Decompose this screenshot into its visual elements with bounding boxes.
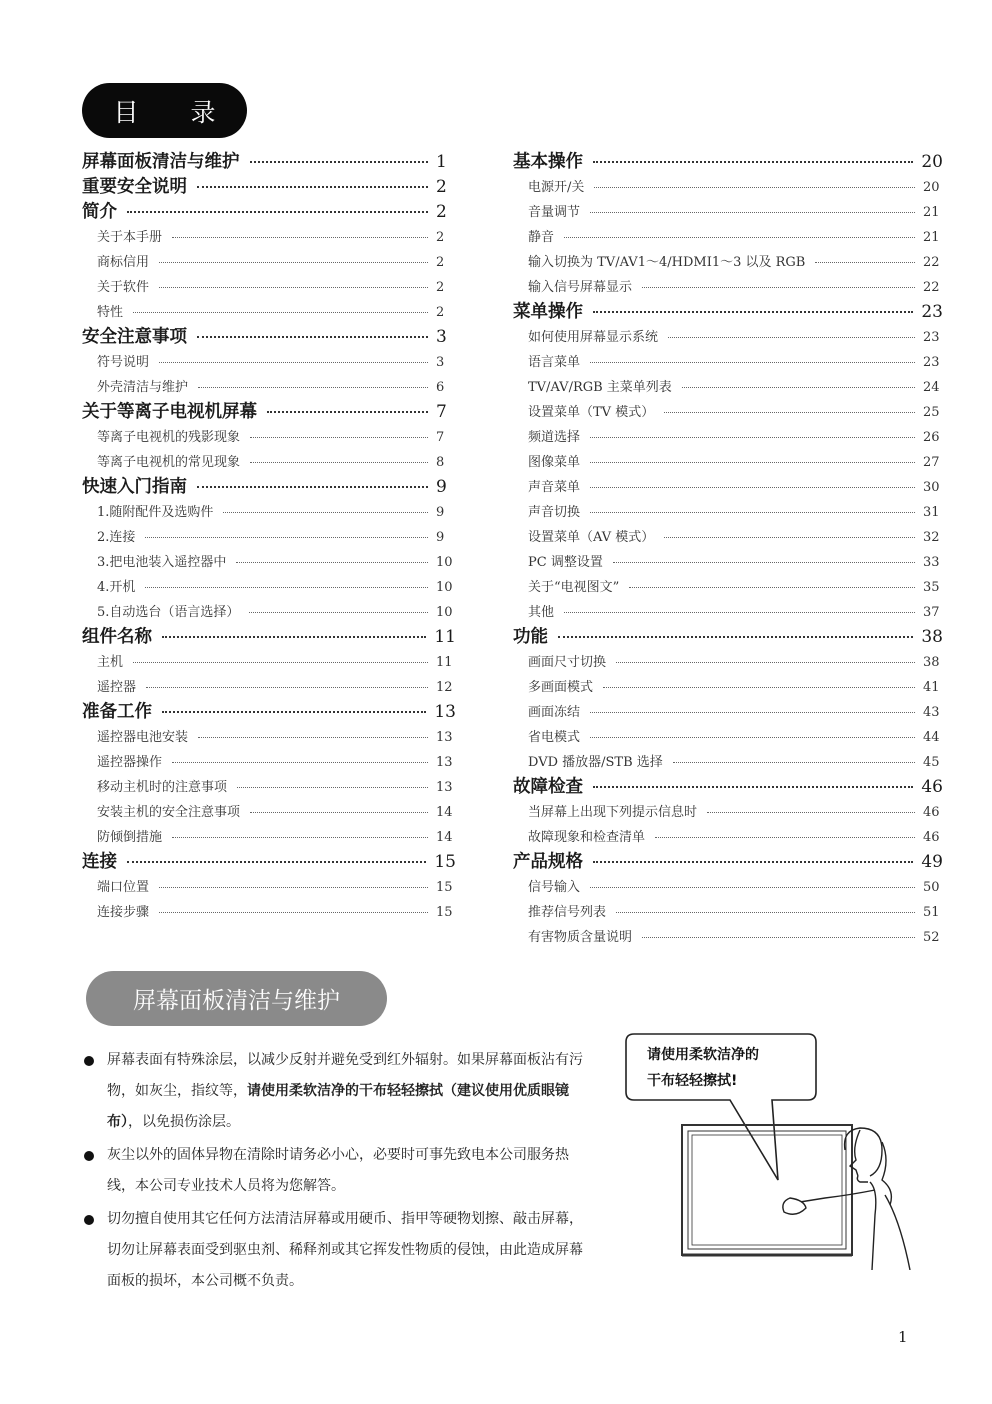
dot-leader (564, 612, 915, 613)
dot-leader (590, 362, 915, 363)
dot-leader (664, 537, 915, 538)
toc-entry-label: 关于“电视图文” (528, 580, 620, 595)
toc-entry-page: 43 (923, 705, 940, 720)
toc-entry-label: 等离子电视机的常见现象 (97, 455, 241, 470)
toc-entry[interactable] (82, 875, 456, 900)
toc-entry[interactable] (513, 900, 943, 925)
toc-entry-page: 32 (923, 530, 940, 545)
dot-leader (250, 812, 428, 813)
toc-entry[interactable] (82, 900, 456, 925)
dot-leader (145, 587, 428, 588)
toc-entry-page: 26 (923, 430, 940, 445)
toc-entry-label: 2.连接 (97, 530, 136, 545)
toc-entry-label: 主机 (97, 655, 124, 670)
toc-entry[interactable] (82, 350, 456, 375)
toc-entry-page: 25 (923, 405, 940, 420)
toc-entry[interactable] (513, 750, 943, 775)
toc-entry-label: 电源开/关 (528, 180, 585, 195)
toc-entry-label: 产品规格 (513, 852, 583, 872)
dot-leader (127, 861, 426, 863)
toc-entry-label: 推荐信号列表 (528, 905, 607, 920)
toc-entry-page: 14 (436, 830, 453, 845)
toc-entry-page: 11 (434, 627, 456, 647)
toc-entry-page: 49 (921, 852, 943, 872)
bubble-line: 请使用柔软洁净的 (647, 1047, 759, 1063)
toc-entry-page: 2 (436, 177, 447, 197)
toc-entry-page: 9 (436, 505, 445, 520)
dot-leader (629, 587, 915, 588)
toc-entry-page: 37 (923, 605, 940, 620)
toc-entry[interactable] (513, 875, 943, 900)
toc-entry-page: 10 (436, 605, 453, 620)
toc-entry-page: 50 (923, 880, 940, 895)
dot-leader (642, 937, 915, 938)
dot-leader (197, 486, 428, 488)
dot-leader (250, 437, 428, 438)
toc-entry-label: 符号说明 (97, 355, 150, 370)
toc-entry-page: 2 (436, 202, 447, 222)
toc-entry-label: 连接步骤 (97, 905, 150, 920)
toc-entry[interactable] (82, 500, 456, 525)
page-number: 1 (898, 1328, 908, 1346)
toc-entry-label: 功能 (513, 627, 548, 647)
toc-entry[interactable] (513, 850, 943, 875)
toc-entry[interactable] (82, 175, 456, 200)
toc-entry[interactable] (513, 600, 943, 625)
toc-entry-page: 2 (436, 230, 445, 245)
toc-entry[interactable] (513, 500, 943, 525)
toc-entry[interactable] (82, 400, 456, 425)
bubble-text (647, 1042, 807, 1094)
toc-entry[interactable] (82, 550, 456, 575)
toc-entry[interactable] (82, 375, 456, 400)
toc-entry-label: 快速入门指南 (82, 477, 187, 497)
toc-entry-page: 3 (436, 355, 445, 370)
toc-entry-label: 遥控器电池安装 (97, 730, 189, 745)
toc-entry[interactable] (513, 350, 943, 375)
toc-entry-page: 20 (921, 152, 943, 172)
toc-entry-page: 38 (921, 627, 943, 647)
toc-entry[interactable] (82, 725, 456, 750)
toc-entry-label: 设置菜单（TV 模式） (528, 405, 655, 420)
toc-entry-page: 23 (923, 355, 940, 370)
toc-entry-label: 如何使用屏幕显示系统 (528, 330, 659, 345)
toc-entry-label: 商标信用 (97, 255, 150, 270)
toc-entry-page: 9 (436, 477, 447, 497)
toc-entry-page: 38 (923, 655, 940, 670)
toc-entry[interactable] (513, 800, 943, 825)
toc-entry[interactable] (513, 475, 943, 500)
dot-leader (590, 437, 915, 438)
dot-leader (250, 462, 428, 463)
toc-right-column (513, 150, 943, 950)
toc-entry-page: 9 (436, 530, 445, 545)
toc-entry-label: 重要安全说明 (82, 177, 187, 197)
toc-entry-page: 22 (923, 255, 940, 270)
toc-entry-label: 故障检查 (513, 777, 583, 797)
dot-leader (197, 186, 428, 188)
toc-entry-label: 多画面模式 (528, 680, 594, 695)
dot-leader (590, 737, 915, 738)
toc-entry-page: 52 (923, 930, 940, 945)
toc-entry[interactable] (82, 475, 456, 500)
toc-title: 目 录 (82, 83, 247, 138)
toc-entry[interactable] (82, 675, 456, 700)
toc-entry[interactable] (82, 625, 456, 650)
toc-entry-label: 声音切换 (528, 505, 581, 520)
dot-leader (593, 786, 913, 788)
toc-entry[interactable] (513, 650, 943, 675)
toc-entry-page: 15 (434, 852, 456, 872)
dot-leader (668, 337, 915, 338)
toc-entry-page: 41 (923, 680, 940, 695)
dot-leader (590, 212, 915, 213)
toc-entry-page: 7 (436, 402, 447, 422)
toc-entry-label: 等离子电视机的残影现象 (97, 430, 241, 445)
toc-entry[interactable] (513, 225, 943, 250)
toc-entry[interactable] (82, 225, 456, 250)
dot-leader (594, 187, 915, 188)
toc-entry[interactable] (82, 750, 456, 775)
toc-entry-page: 46 (923, 830, 940, 845)
toc-entry[interactable] (513, 175, 943, 200)
toc-entry-label: 遥控器 (97, 680, 137, 695)
toc-entry-label: 输入切换为 TV/AV1～4/HDMI1～3 以及 RGB (528, 255, 806, 270)
toc-entry-label: 5.自动选台（语言选择） (97, 605, 240, 620)
dot-leader (642, 287, 915, 288)
toc-entry-label: 省电模式 (528, 730, 581, 745)
toc-entry[interactable] (82, 825, 456, 850)
bullet-emphasis: 请使用柔软洁净的干布轻轻擦拭（建议使用优质眼镜布） (107, 1083, 569, 1130)
toc-entry[interactable] (513, 200, 943, 225)
dot-leader (616, 662, 915, 663)
toc-entry-label: 其他 (528, 605, 555, 620)
toc-entry[interactable] (513, 275, 943, 300)
toc-entry[interactable] (82, 525, 456, 550)
toc-entry-page: 2 (436, 255, 445, 270)
dot-leader (236, 562, 428, 563)
toc-entry-label: 语言菜单 (528, 355, 581, 370)
toc-entry[interactable] (513, 775, 943, 800)
toc-entry[interactable] (513, 375, 943, 400)
toc-entry-page: 14 (436, 805, 453, 820)
dot-leader (590, 512, 915, 513)
dot-leader (159, 262, 428, 263)
toc-entry[interactable] (82, 800, 456, 825)
toc-entry[interactable] (513, 925, 943, 950)
toc-entry[interactable] (82, 150, 456, 175)
toc-entry-page: 45 (923, 755, 940, 770)
toc-entry-label: PC 调整设置 (528, 555, 603, 570)
toc-entry-page: 46 (921, 777, 943, 797)
toc-entry-label: 画面尺寸切换 (528, 655, 607, 670)
dot-leader (146, 687, 428, 688)
toc-entry-label: 故障现象和检查清单 (528, 830, 646, 845)
toc-entry-label: 图像菜单 (528, 455, 581, 470)
dot-leader (198, 737, 428, 738)
toc-entry-label: 特性 (97, 305, 124, 320)
dot-leader (590, 462, 915, 463)
bullet-text: ，以免损伤涂层。 (128, 1114, 240, 1130)
toc-entry[interactable] (513, 725, 943, 750)
toc-entry-page: 44 (923, 730, 940, 745)
toc-entry[interactable] (513, 575, 943, 600)
toc-entry[interactable] (82, 575, 456, 600)
toc-entry-page: 7 (436, 430, 445, 445)
toc-entry-label: 端口位置 (97, 880, 150, 895)
toc-entry[interactable] (82, 450, 456, 475)
dot-leader (590, 487, 915, 488)
dot-leader (133, 312, 428, 313)
toc-entry[interactable] (513, 300, 943, 325)
toc-entry[interactable] (82, 300, 456, 325)
toc-entry-page: 13 (436, 730, 453, 745)
toc-entry-page: 24 (923, 380, 940, 395)
toc-entry-label: 组件名称 (82, 627, 152, 647)
dot-leader (145, 537, 428, 538)
toc-entry-label: 外壳清洁与维护 (97, 380, 189, 395)
dot-leader (162, 711, 426, 713)
dot-leader (815, 262, 915, 263)
toc-entry-page: 13 (436, 755, 453, 770)
toc-entry-label: 安装主机的安全注意事项 (97, 805, 241, 820)
toc-entry-page: 21 (923, 205, 940, 220)
dot-leader (159, 362, 428, 363)
dot-leader (673, 762, 915, 763)
dot-leader (707, 812, 915, 813)
toc-left-column (82, 150, 456, 925)
toc-entry[interactable] (513, 400, 943, 425)
bullet-item (82, 1045, 592, 1138)
toc-entry-page: 13 (434, 702, 456, 722)
toc-entry-label: 遥控器操作 (97, 755, 163, 770)
dot-leader (159, 912, 428, 913)
dot-leader (172, 762, 428, 763)
toc-entry-page: 8 (436, 455, 445, 470)
toc-entry[interactable] (82, 600, 456, 625)
toc-entry-page: 15 (436, 905, 453, 920)
toc-entry-page: 13 (436, 780, 453, 795)
toc-entry-label: 当屏幕上出现下列提示信息时 (528, 805, 698, 820)
dot-leader (249, 612, 428, 613)
dot-leader (172, 237, 428, 238)
toc-entry[interactable] (82, 200, 456, 225)
toc-entry[interactable] (513, 625, 943, 650)
bullet-text: 屏幕表面有特殊涂层，以减少反射并避免受到红外辐射。如果屏幕面板沾有污物，如灰尘，指纹等， (107, 1052, 583, 1099)
toc-entry[interactable] (513, 150, 943, 175)
dot-leader (593, 861, 913, 863)
bubble-line: 干布轻轻擦拭! (647, 1073, 738, 1089)
toc-entry-label: 关于本手册 (97, 230, 163, 245)
dot-leader (172, 837, 428, 838)
dot-leader (603, 687, 915, 688)
toc-entry-page: 15 (436, 880, 453, 895)
dot-leader (162, 636, 426, 638)
toc-entry-page: 51 (923, 905, 940, 920)
toc-entry[interactable] (513, 525, 943, 550)
toc-entry-page: 27 (923, 455, 940, 470)
toc-entry-label: 关于等离子电视机屏幕 (82, 402, 257, 422)
toc-entry[interactable] (513, 425, 943, 450)
dot-leader (198, 387, 428, 388)
toc-entry[interactable] (82, 775, 456, 800)
toc-entry-label: 输入信号屏幕显示 (528, 280, 633, 295)
toc-entry-label: 基本操作 (513, 152, 583, 172)
toc-entry-label: 画面冻结 (528, 705, 581, 720)
section-heading: 屏幕面板清洁与维护 (86, 971, 387, 1026)
dot-leader (590, 887, 915, 888)
dot-leader (267, 411, 428, 413)
toc-entry[interactable] (513, 450, 943, 475)
dot-leader (564, 237, 915, 238)
toc-entry-label: 防倾倒措施 (97, 830, 163, 845)
toc-entry-label: 信号输入 (528, 880, 581, 895)
toc-entry-label: 准备工作 (82, 702, 152, 722)
dot-leader (558, 636, 913, 638)
dot-leader (616, 912, 915, 913)
dot-leader (682, 387, 915, 388)
dot-leader (250, 161, 429, 163)
toc-entry[interactable] (82, 325, 456, 350)
toc-entry[interactable] (82, 275, 456, 300)
toc-entry-page: 30 (923, 480, 940, 495)
toc-entry-page: 11 (436, 655, 453, 670)
toc-entry-page: 10 (436, 580, 453, 595)
toc-entry-page: 2 (436, 305, 445, 320)
toc-entry-page: 10 (436, 555, 453, 570)
toc-entry-page: 31 (923, 505, 940, 520)
toc-entry-label: 菜单操作 (513, 302, 583, 322)
toc-entry-label: 简介 (82, 202, 117, 222)
toc-entry[interactable] (82, 425, 456, 450)
toc-entry-page: 33 (923, 555, 940, 570)
toc-entry-page: 2 (436, 280, 445, 295)
toc-entry-label: 声音菜单 (528, 480, 581, 495)
toc-entry-page: 46 (923, 805, 940, 820)
toc-entry-label: 关于软件 (97, 280, 150, 295)
toc-entry-label: DVD 播放器/STB 选择 (528, 755, 663, 770)
dot-leader (159, 887, 428, 888)
toc-entry-page: 22 (923, 280, 940, 295)
toc-entry-page: 3 (436, 327, 447, 347)
toc-entry-page: 35 (923, 580, 940, 595)
dot-leader (133, 662, 428, 663)
dot-leader (593, 311, 913, 313)
toc-entry[interactable] (513, 550, 943, 575)
dot-leader (664, 412, 915, 413)
toc-entry-page: 23 (923, 330, 940, 345)
bullet-item: 灰尘以外的固体异物在清除时请务必小心，必要时可事先致电本公司服务热线，本公司专业技术人员将为您解答。 (82, 1140, 592, 1202)
toc-entry-page: 20 (923, 180, 940, 195)
toc-entry[interactable] (82, 250, 456, 275)
toc-entry-label: 静音 (528, 230, 555, 245)
dot-leader (237, 787, 428, 788)
bullet-item: 切勿擅自使用其它任何方法清洁屏幕或用硬币、指甲等硬物划擦、敲击屏幕，切勿让屏幕表面受到驱虫剂、稀释剂或其它挥发性物质的侵蚀，由此造成屏幕面板的损坏，本公司概不负责。 (82, 1204, 592, 1297)
toc-entry-page: 23 (921, 302, 943, 322)
toc-entry[interactable] (82, 700, 456, 725)
toc-entry[interactable] (513, 700, 943, 725)
toc-entry-page: 1 (436, 152, 447, 172)
toc-entry[interactable] (513, 675, 943, 700)
toc-entry[interactable] (82, 850, 456, 875)
toc-entry-label: 有害物质含量说明 (528, 930, 633, 945)
toc-entry-label: 音量调节 (528, 205, 581, 220)
toc-entry[interactable] (513, 325, 943, 350)
dot-leader (223, 512, 428, 513)
toc-entry-page: 12 (436, 680, 453, 695)
toc-entry-label: 设置菜单（AV 模式） (528, 530, 655, 545)
dot-leader (127, 211, 428, 213)
cleaning-instructions (82, 1045, 592, 1299)
toc-entry[interactable] (513, 825, 943, 850)
toc-entry-label: TV/AV/RGB 主菜单列表 (528, 380, 672, 395)
dot-leader (197, 336, 428, 338)
dot-leader (655, 837, 915, 838)
dot-leader (590, 712, 915, 713)
toc-entry-label: 移动主机时的注意事项 (97, 780, 228, 795)
dot-leader (159, 287, 428, 288)
toc-entry-label: 屏幕面板清洁与维护 (82, 152, 240, 172)
toc-entry[interactable] (513, 250, 943, 275)
toc-entry-label: 连接 (82, 852, 117, 872)
toc-entry-page: 21 (923, 230, 940, 245)
toc-entry-page: 6 (436, 380, 445, 395)
toc-entry-label: 1.随附配件及选购件 (97, 505, 214, 520)
toc-entry-label: 安全注意事项 (82, 327, 187, 347)
dot-leader (593, 161, 913, 163)
toc-entry-label: 4.开机 (97, 580, 136, 595)
toc-entry-label: 3.把电池装入遥控器中 (97, 555, 227, 570)
toc-entry[interactable] (82, 650, 456, 675)
toc-entry-label: 频道选择 (528, 430, 581, 445)
dot-leader (613, 562, 915, 563)
